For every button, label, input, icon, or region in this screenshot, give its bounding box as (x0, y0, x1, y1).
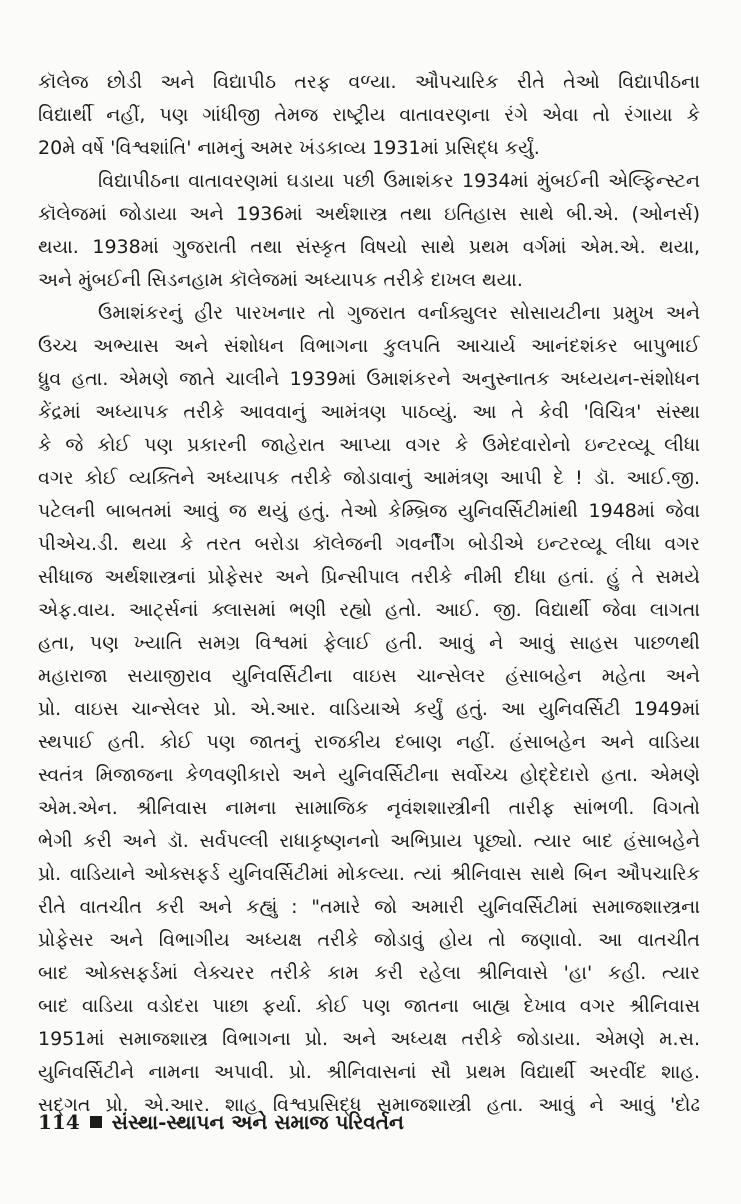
text-line: પ્રો. વાડિયાને ઓક્સફર્ડ યુનિવર્સિટીમાં મોકલ્યા. ત્યાં શ્રીનિવાસ સાથે બિન ઔપચારિક (38, 863, 700, 885)
text-line: વિદ્યાપીઠના વાતાવરણમાં ઘડાયા પછી ઉમાશંકર 1934માં મુંબઈની એલ્ફિન્સ્ટન (98, 170, 700, 192)
text-line: કૉલેજમાં જોડાયા અને 1936માં અર્થશાસ્ત્ર તથા ઇતિહાસ સાથે બી.એ. (ઓનર્સ) (38, 203, 700, 225)
text-line: સ્થપાઈ હતી. કોઈ પણ જાતનું રાજકીય દબાણ નહીં. હંસાબહેન અને વાડિયા (38, 731, 700, 753)
text-line: પ્રો. વાઇસ ચાન્સેલર પ્રો. એ.આર. વાડિયાએ કર્યું હતું. આ યુનિવર્સિટી 1949માં (38, 698, 700, 720)
text-line: કેંદ્રમાં અધ્યાપક તરીકે આવવાનું આમંત્રણ પાઠવ્યું. આ તે કેવી 'વિચિત્ર' સંસ્થા (38, 401, 700, 423)
text-line: 1951માં સમાજશાસ્ત્ર વિભાગના પ્રો. અને અધ્યક્ષ તરીકે જોડાયા. એમણે મ.સ. (38, 1028, 700, 1050)
text-line: યુનિવર્સિટીને નામના અપાવી. પ્રો. શ્રીનિવાસનાં સૌ પ્રથમ વિદ્યાર્થી અરવીંદ શાહ. (38, 1061, 700, 1083)
text-line: રીતે વાતચીત કરી અને કહ્યું : "તમારે જો અમારી યુનિવર્સિટીમાં સમાજશાસ્ત્રના (38, 896, 700, 918)
text-line: કે જે કોઈ પણ પ્રકારની જાહેરાત આપ્યા વગર કે ઉમેદવારોનો ઇન્ટરવ્યૂ લીધા (38, 434, 700, 456)
text-line: વિદ્યાર્થી નહીં, પણ ગાંધીજી તેમજ રાષ્ટ્રીય વાતાવરણના રંગે એવા તો રંગાયા કે (38, 104, 700, 126)
text-line: સ્વતંત્ર મિજાજના કેળવણીકારો અને યુનિવર્સિટીના સર્વોચ્ચ હોદ્દેદારો હતા. એમણે (38, 764, 700, 786)
text-line: કૉલેજ છોડી અને વિદ્યાપીઠ તરફ વળ્યા. ઔપચારિક રીતે તેઓ વિદ્યાપીઠના (38, 71, 700, 93)
paragraph (38, 66, 700, 165)
text-line: સીધાજ અર્થશાસ્ત્રનાં પ્રોફેસર અને પ્રિન્સીપાલ તરીકે નીમી દીધા હતાં. હું તે સમયે (38, 566, 700, 588)
square-bullet-icon (90, 1116, 102, 1128)
text-line: બાદ વાડિયા વડોદરા પાછા ફર્યા. કોઈ પણ જાતના બાહ્ય દેખાવ વગર શ્રીનિવાસ (38, 995, 700, 1017)
page-number: 114 (38, 1110, 80, 1134)
text-line: એફ.વાય. આર્ટ્સનાં ક્લાસમાં ભણી રહ્યો હતો. આઈ. જી. વિદ્યાર્થી જેવા લાગતા (38, 599, 700, 621)
body-text (38, 66, 700, 1122)
page-footer (38, 1110, 404, 1134)
text-line: ધ્રુવ હતા. એમણે જાતે ચાલીને 1939માં ઉમાશંકરને અનુસ્નાતક અધ્યયન-સંશોધન (38, 368, 700, 390)
text-line: હતા, પણ ખ્યાતિ સમગ્ર વિશ્વમાં ફેલાઈ હતી. આવું ને આવું સાહસ પાછળથી (38, 632, 700, 654)
text-line: પીએચ.ડી. થયા કે તરત બરોડા કૉલેજની ગવર્નીંગ બોડીએ ઇન્ટરવ્યૂ લીધા વગર (38, 533, 700, 555)
paragraph (38, 297, 700, 1122)
text-line: એમ.એન. શ્રીનિવાસ નામના સામાજિક નૃવંશશાસ્ત્રીની તારીફ સાંભળી. વિગતો (38, 797, 700, 819)
text-line: સદ્ગત પ્રો. એ.આર. શાહ વિશ્વપ્રસિદ્ધ સમાજશાસ્ત્રી હતા. આવું ને આવું 'દોઢ (38, 1094, 700, 1116)
text-line: ભેગી કરી અને ડૉ. સર્વપલ્લી રાધાકૃષ્ણનનો અભિપ્રાય પૂછ્યો. ત્યાર બાદ હંસાબહેને (38, 830, 700, 852)
running-title: સંસ્થા-સ્થાપન અને સમાજ પરિવર્તન (111, 1110, 404, 1134)
text-line: થયા. 1938માં ગુજરાતી તથા સંસ્કૃત વિષયો સાથે પ્રથમ વર્ગમાં એમ.એ. થયા, (38, 236, 700, 258)
text-line: મહારાજા સયાજીરાવ યુનિવર્સિટીના વાઇસ ચાન્સેલર હંસાબહેન મહેતા અને (38, 665, 700, 687)
text-line: પ્રોફેસર અને વિભાગીય અધ્યક્ષ તરીકે જોડાવું હોય તો જણાવો. આ વાતચીત (38, 929, 700, 951)
text-line: પટેલની બાબતમાં આવું જ થયું હતું. તેઓ કેમ્બ્રિજ યુનિવર્સિટીમાંથી 1948માં જેવા (38, 500, 700, 522)
text-line: ઉચ્ચ અભ્યાસ અને સંશોધન વિભાગના કુલપતિ આચાર્ય આનંદશંકર બાપુભાઈ (38, 335, 700, 357)
paragraph (38, 165, 700, 297)
text-line: વગર કોઈ વ્યક્તિને અધ્યાપક તરીકે જોડાવાનું આમંત્રણ આપી દે ! ડૉ. આઈ.જી. (38, 467, 700, 489)
text-line: અને મુંબઈની સિડનહામ કૉલેજમાં અધ્યાપક તરીકે દાખલ થયા. (38, 269, 523, 291)
text-line: 20મે વર્ષે 'વિશ્વશાંતિ' નામનું અમર ખંડકાવ્ય 1931માં પ્રસિદ્ધ કર્યું. (38, 137, 540, 159)
text-line: બાદ ઓક્સફર્ડમાં લેક્ચરર તરીકે કામ કરી રહેલા શ્રીનિવાસે 'હા' કહી. ત્યાર (38, 962, 700, 984)
text-line: ઉમાશંકરનું હીર પારખનાર તો ગુજરાત વર્નાક્યુલર સોસાયટીના પ્રમુખ અને (98, 302, 700, 324)
